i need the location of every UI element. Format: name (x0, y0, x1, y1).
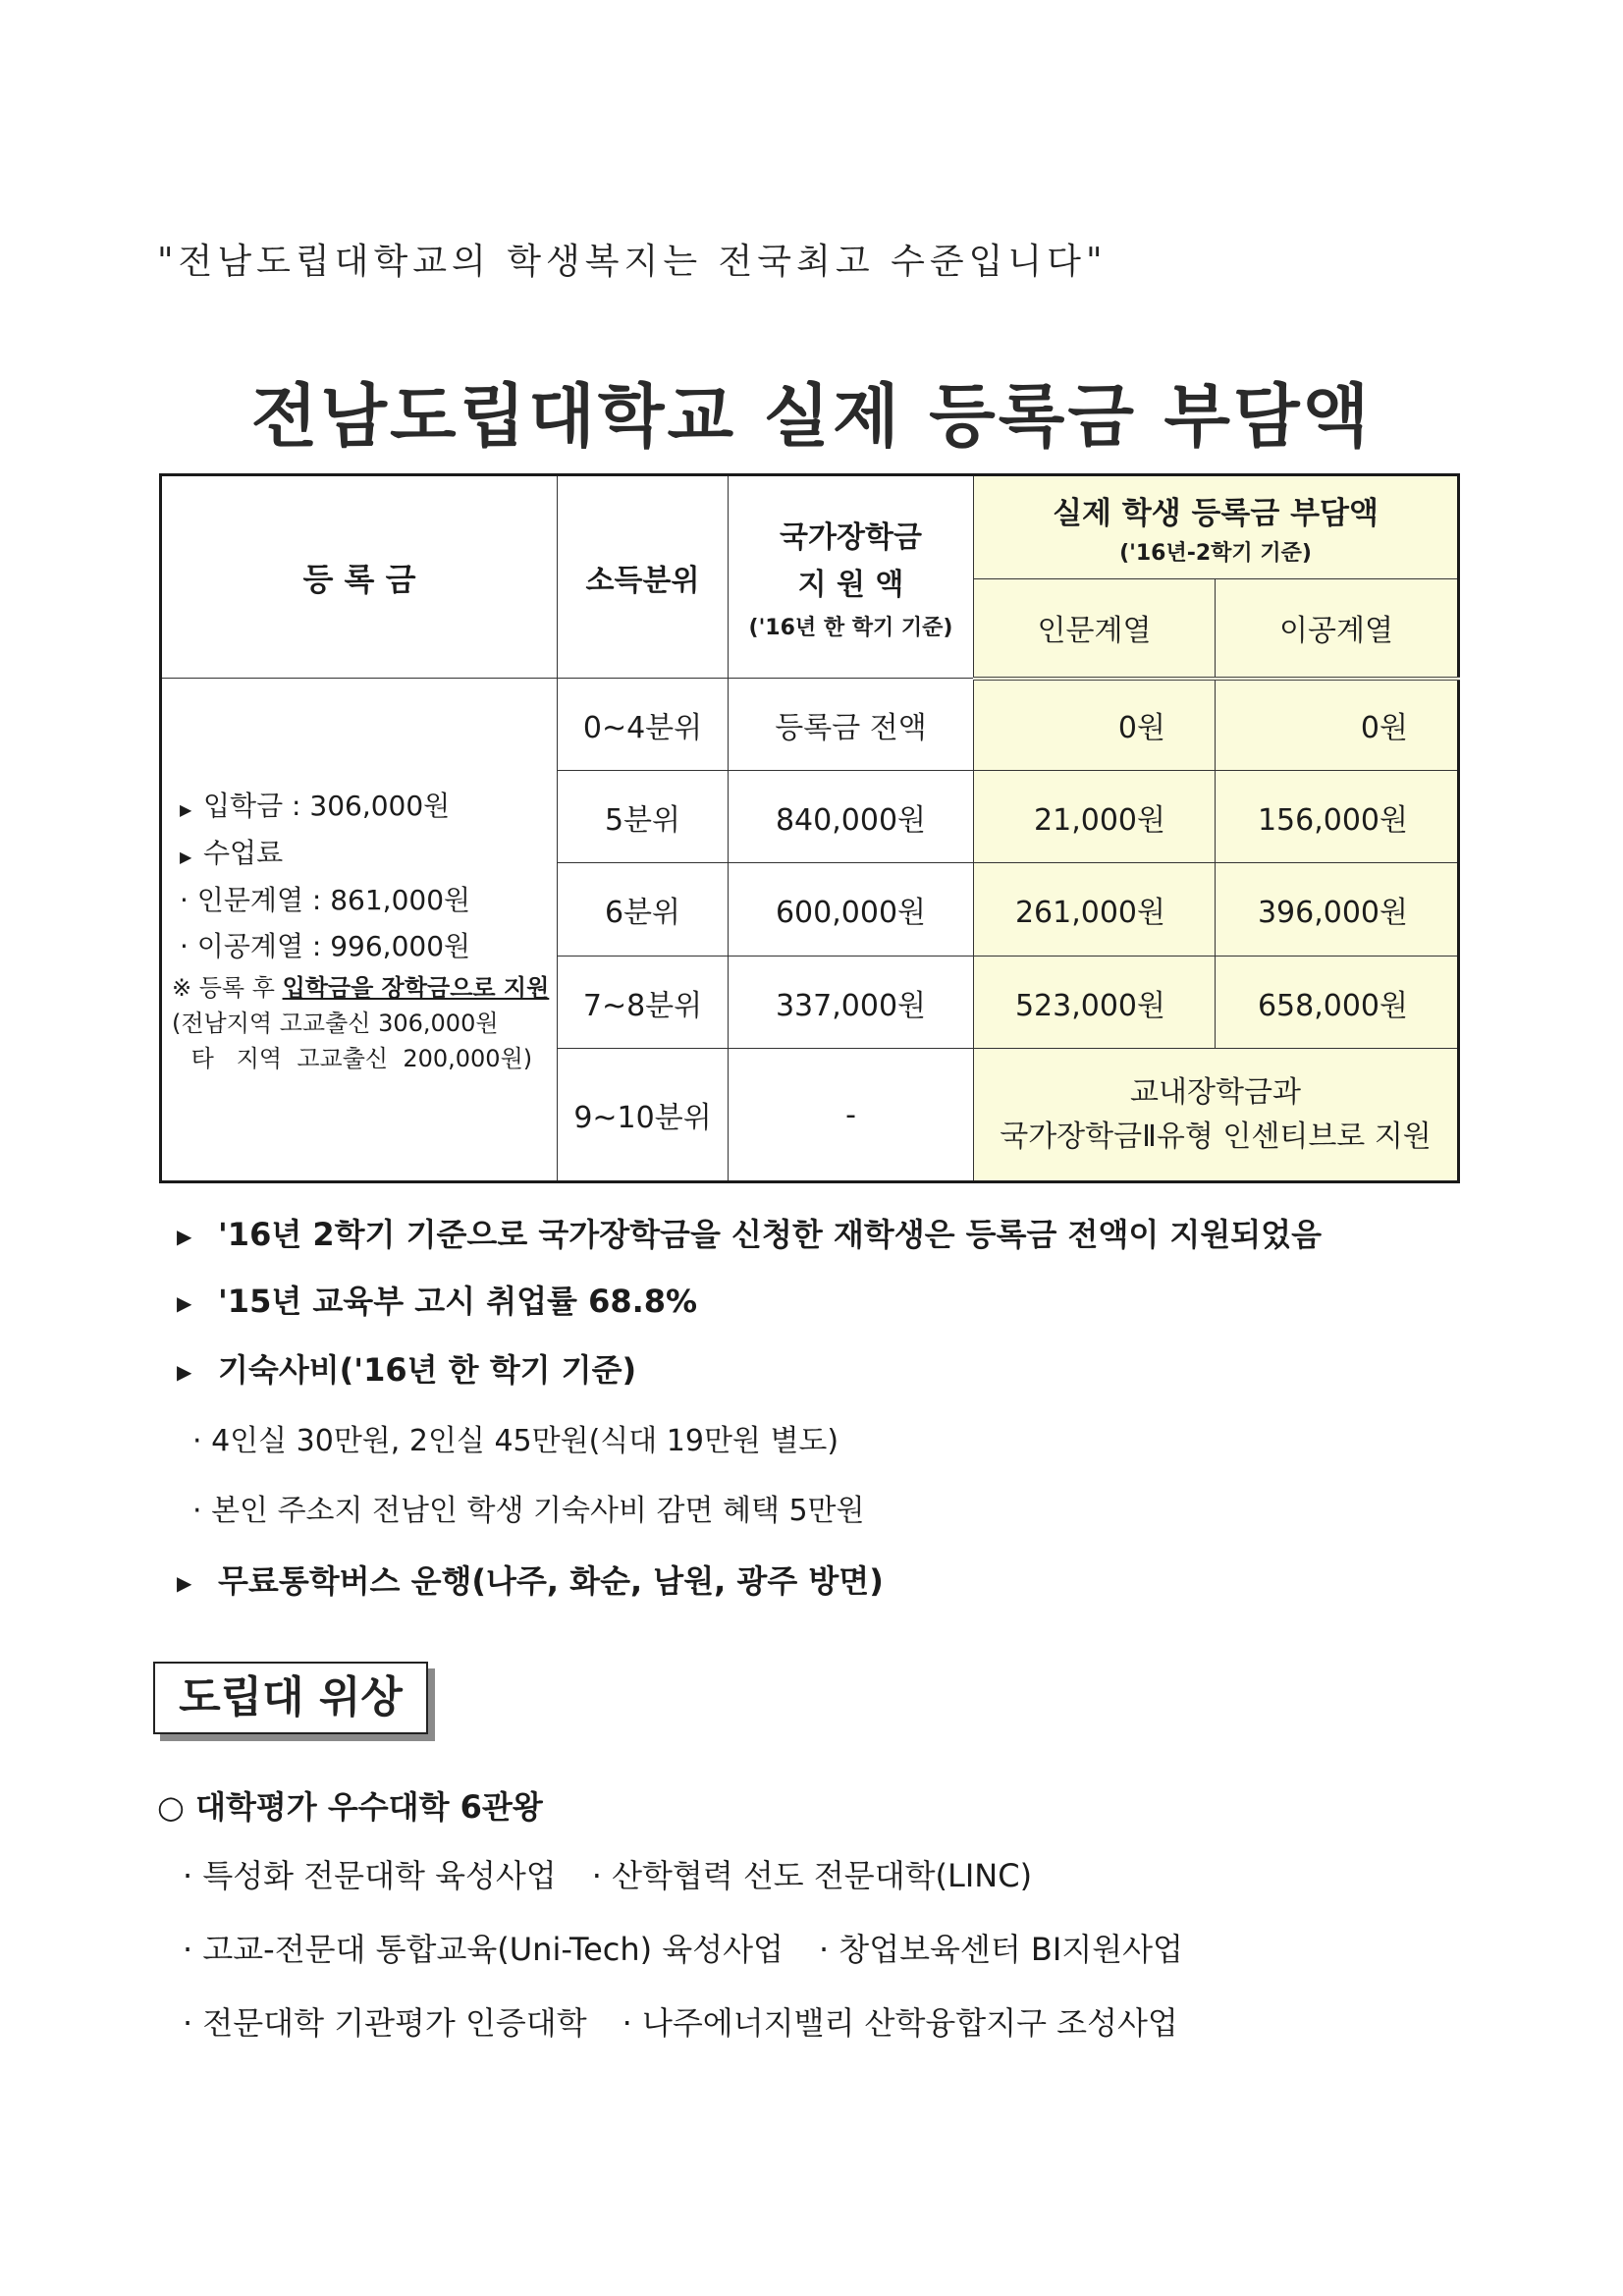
bracket: 0~4분위 (558, 679, 729, 771)
section-title: 도립대 위상 (153, 1662, 428, 1734)
bracket: 9~10분위 (558, 1049, 729, 1182)
achievement-row (183, 1998, 1178, 2044)
scholarship: - (729, 1049, 974, 1182)
scholarship: 600,000원 (729, 863, 974, 957)
class-fee: 수업료 (203, 836, 284, 869)
bullet-icon: ▶ (177, 1291, 192, 1315)
bullet-icon: ▶ (180, 800, 192, 820)
admission-fee: 입학금 : 306,000원 (203, 790, 451, 823)
bullet-text: 기숙사비('16년 한 학기 기준) (218, 1351, 637, 1389)
bullet-icon: ▶ (177, 1225, 192, 1248)
header-ab-note: ('16년-2학기 기준) (1119, 541, 1312, 566)
burden-humanities: 261,000원 (974, 863, 1216, 957)
achievement: · 나주에너지밸리 산학융합지구 조성사업 (622, 2004, 1178, 2042)
burden-merged (974, 1049, 1459, 1182)
achievement: · 전문대학 기관평가 인증대학 (183, 2004, 587, 2042)
burden-humanities: 0원 (974, 679, 1216, 771)
achievement: · 창업보육센터 BI지원사업 (818, 1931, 1183, 1968)
bracket: 7~8분위 (558, 957, 729, 1049)
dorm-detail: · 4인실 30만원, 2인실 45만원(식대 19만원 별도) (192, 1424, 839, 1458)
burden-science: 396,000원 (1216, 863, 1459, 957)
header-national-scholarship (729, 475, 974, 679)
scholarship: 등록금 전액 (729, 679, 974, 771)
bullet-text: '15년 교육부 고시 취업률 68.8% (218, 1283, 698, 1320)
slogan: "전남도립대학교의 학생복지는 전국최고 수준입니다" (157, 242, 1108, 282)
tuition-info (161, 679, 558, 1182)
note-emphasis: 입학금을 장학금으로 지원 (282, 973, 550, 1002)
achievement: · 산학협력 선도 전문대학(LINC) (591, 1857, 1033, 1894)
bullet-text: 무료통학버스 운행(나주, 화순, 남원, 광주 방면) (218, 1562, 884, 1600)
header-ns-line1: 국가장학금 (780, 520, 922, 555)
header-income-bracket: 소득분위 (558, 475, 729, 679)
humanities-fee: · 인문계열 : 861,000원 (180, 883, 471, 916)
scholarship: 337,000원 (729, 957, 974, 1049)
bracket: 6분위 (558, 863, 729, 957)
burden-science: 0원 (1216, 679, 1459, 771)
note-line2: 타 지역 고교출신 200,000원) (184, 1044, 533, 1072)
header-actual-burden (974, 475, 1459, 579)
burden-science: 658,000원 (1216, 957, 1459, 1049)
science-fee: · 이공계열 : 996,000원 (180, 930, 471, 963)
burden-humanities: 21,000원 (974, 771, 1216, 863)
bullet-text: '16년 2학기 기준으로 국가장학금을 신청한 재학생은 등록금 전액이 지원되었음 (218, 1216, 1322, 1253)
bullet-icon: ▶ (177, 1360, 192, 1384)
achievement: · 특성화 전문대학 육성사업 (183, 1857, 557, 1894)
bullet-item (177, 1557, 884, 1602)
merged-line2: 국가장학금Ⅱ유형 인센티브로 지원 (1000, 1120, 1432, 1154)
note-line1: (전남지역 고교출신 306,000원 (172, 1009, 499, 1037)
header-science: 이공계열 (1216, 579, 1459, 679)
header-ns-note: ('16년 한 학기 기준) (748, 616, 953, 640)
bullet-item (177, 1345, 636, 1391)
note-prefix: ※ 등록 후 (172, 973, 283, 1002)
header-ns-line2: 지 원 액 (797, 568, 904, 602)
burden-humanities: 523,000원 (974, 957, 1216, 1049)
merged-line1: 교내장학금과 (1130, 1075, 1301, 1110)
header-ab-title: 실제 학생 등록금 부담액 (1053, 496, 1379, 531)
bullet-icon: ▶ (180, 847, 192, 866)
header-humanities: 인문계열 (974, 579, 1216, 679)
scholarship: 840,000원 (729, 771, 974, 863)
tuition-table (159, 473, 1460, 1183)
burden-science: 156,000원 (1216, 771, 1459, 863)
bullet-icon: ▶ (177, 1571, 192, 1595)
dorm-detail: · 본인 주소지 전남인 학생 기숙사비 감면 혜택 5만원 (192, 1494, 865, 1528)
achievement: · 고교-전문대 통합교육(Uni-Tech) 육성사업 (183, 1931, 784, 1968)
bracket: 5분위 (558, 771, 729, 863)
bullet-item (177, 1277, 697, 1322)
page-title: 전남도립대학교 실제 등록금 부담액 (250, 376, 1373, 457)
header-tuition: 등 록 금 (161, 475, 558, 679)
section-heading: ○ 대학평가 우수대학 6관왕 (157, 1788, 543, 1826)
bullet-item (177, 1210, 1322, 1255)
achievement-row (183, 1851, 1032, 1896)
achievement-row (183, 1925, 1183, 1970)
